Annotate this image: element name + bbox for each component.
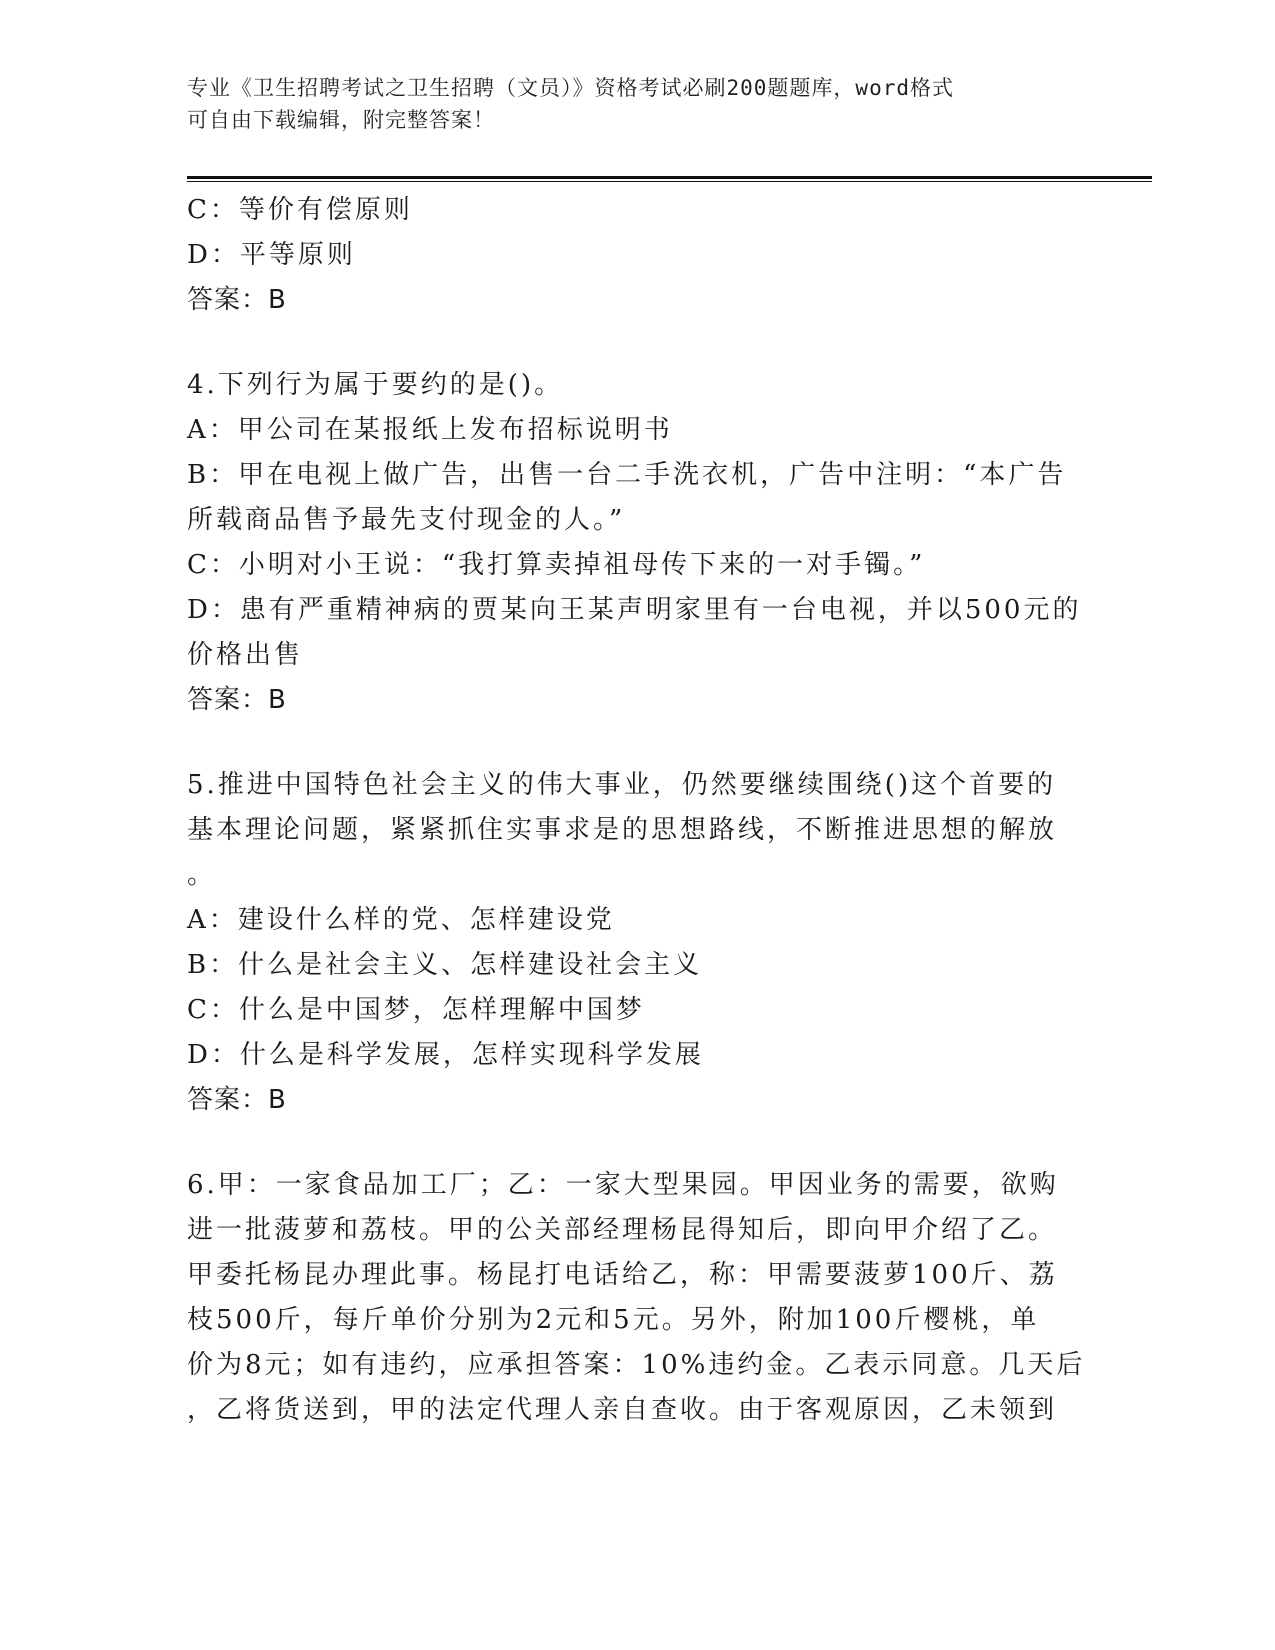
question-gap: [187, 1123, 1087, 1163]
answer-line: 答案：B: [187, 285, 287, 315]
header-line-2: 可自由下载编辑，附完整答案！: [187, 108, 495, 132]
answer-line: 答案：B: [187, 685, 287, 715]
question-3: [187, 188, 1087, 323]
option-d: D：什么是科学发展，怎样实现科学发展: [187, 1040, 704, 1070]
option-d-line-1: D：患有严重精神病的贾某向王某声明家里有一台电视，并以500元的: [187, 595, 1082, 625]
question-text-line: 6.甲：一家食品加工厂；乙：一家大型果园。甲因业务的需要，欲购: [187, 1170, 1059, 1200]
header-rule-thin: [187, 181, 1152, 182]
question-text-line-2: 基本理论问题，紧紧抓住实事求是的思想路线，不断推进思想的解放: [187, 815, 1058, 845]
option-a: A：甲公司在某报纸上发布招标说明书: [187, 415, 673, 445]
option-d: D：平等原则: [187, 240, 356, 270]
option-a: A：建设什么样的党、怎样建设党: [187, 905, 615, 935]
question-text-line: 枝500斤，每斤单价分别为2元和5元。另外，附加100斤樱桃，单: [187, 1305, 1040, 1335]
question-5: [187, 763, 1087, 1123]
document-header: [187, 72, 1067, 136]
question-text-line: 甲委托杨昆办理此事。杨昆打电话给乙，称：甲需要菠萝100斤、荔: [187, 1260, 1058, 1290]
question-gap: [187, 723, 1087, 763]
option-b-line-2: 所载商品售予最先支付现金的人。”: [187, 505, 626, 535]
answer-line: 答案：B: [187, 1085, 287, 1115]
option-b-line-1: B：甲在电视上做广告，出售一台二手洗衣机，广告中注明：“本广告: [187, 460, 1067, 490]
question-content: [187, 188, 1087, 1433]
option-c: C：等价有偿原则: [187, 195, 413, 225]
question-text-line-3: 。: [187, 860, 217, 890]
option-b: B：什么是社会主义、怎样建设社会主义: [187, 950, 703, 980]
option-c: C：什么是中国梦，怎样理解中国梦: [187, 995, 645, 1025]
question-6: [187, 1163, 1087, 1433]
question-gap: [187, 323, 1087, 363]
question-text-line: 进一批菠萝和荔枝。甲的公关部经理杨昆得知后，即向甲介绍了乙。: [187, 1215, 1058, 1245]
question-text-line-1: 5.推进中国特色社会主义的伟大事业，仍然要继续围绕()这个首要的: [187, 770, 1057, 800]
question-text-line: 价为8元；如有违约，应承担答案：10%违约金。乙表示同意。几天后: [187, 1350, 1086, 1380]
question-4: [187, 363, 1087, 723]
header-line-1: 专业《卫生招聘考试之卫生招聘（文员）》资格考试必刷200题题库，word格式: [187, 76, 954, 100]
option-c: C：小明对小王说：“我打算卖掉祖母传下来的一对手镯。”: [187, 550, 926, 580]
header-rule-thick: [187, 176, 1152, 179]
option-d-line-2: 价格出售: [187, 640, 304, 670]
question-text: 4.下列行为属于要约的是()。: [187, 370, 564, 400]
question-text-line: ，乙将货送到，甲的法定代理人亲自查收。由于客观原因，乙未领到: [187, 1395, 1058, 1425]
